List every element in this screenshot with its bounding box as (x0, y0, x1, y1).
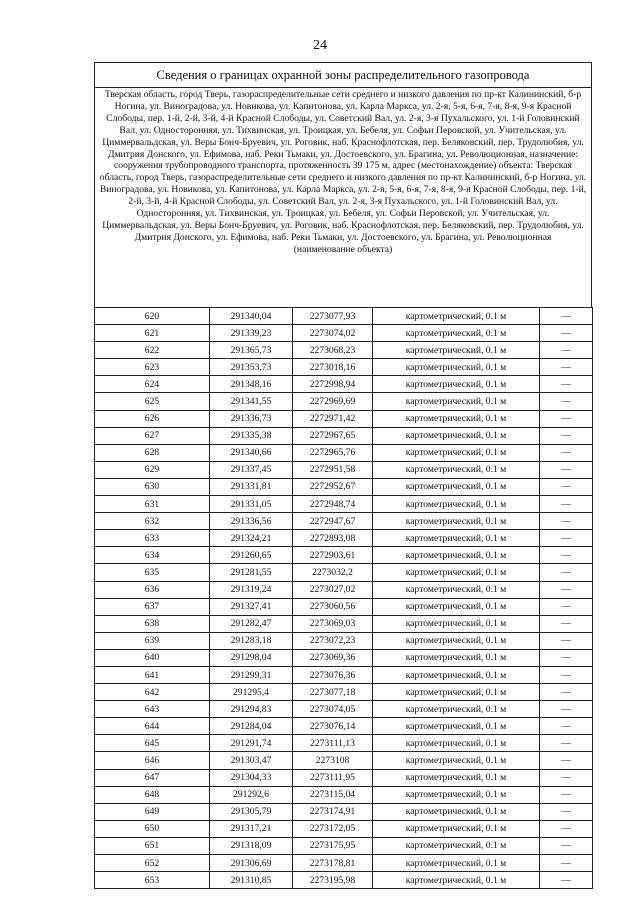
table-row (95, 359, 593, 376)
object-description-caption: (наименование объекта) (293, 243, 393, 255)
point-description-cell: — (540, 478, 593, 495)
method-accuracy-cell: картометрический, 0.1 м (373, 564, 540, 581)
point-number-cell: 646 (95, 752, 210, 769)
y-coordinate-cell: 2272969,69 (293, 393, 373, 410)
method-accuracy-cell: картометрический, 0.1 м (373, 820, 540, 837)
y-coordinate-cell: 2273074,02 (293, 325, 373, 342)
y-coordinate-cell: 2273175,95 (293, 837, 373, 854)
point-description-cell: — (540, 581, 593, 598)
method-accuracy-cell: картометрический, 0.1 м (373, 803, 540, 820)
point-number-cell: 653 (95, 872, 210, 889)
x-coordinate-cell: 291335,38 (210, 427, 293, 444)
table-row (95, 632, 593, 649)
point-description-cell: — (540, 376, 593, 393)
y-coordinate-cell: 2273032,2 (293, 564, 373, 581)
table-row (95, 820, 593, 837)
method-accuracy-cell: картометрический, 0.1 м (373, 872, 540, 889)
table-row (95, 701, 593, 718)
table-row (95, 376, 593, 393)
table-row (95, 342, 593, 359)
point-number-cell: 640 (95, 649, 210, 666)
table-row (95, 410, 593, 427)
table-row (95, 393, 593, 410)
point-description-cell: — (540, 547, 593, 564)
point-number-cell: 644 (95, 718, 210, 735)
point-description-cell: — (540, 684, 593, 701)
point-description-cell: — (540, 872, 593, 889)
table-row (95, 427, 593, 444)
point-description-cell: — (540, 701, 593, 718)
point-number-cell: 633 (95, 530, 210, 547)
point-description-cell: — (540, 718, 593, 735)
y-coordinate-cell: 2272893,08 (293, 530, 373, 547)
point-description-cell: — (540, 837, 593, 854)
table-row (95, 598, 593, 615)
x-coordinate-cell: 291331,81 (210, 478, 293, 495)
point-number-cell: 636 (95, 581, 210, 598)
x-coordinate-cell: 291306,69 (210, 855, 293, 872)
y-coordinate-cell: 2273068,23 (293, 342, 373, 359)
y-coordinate-cell: 2272952,67 (293, 478, 373, 495)
point-number-cell: 627 (95, 427, 210, 444)
method-accuracy-cell: картометрический, 0.1 м (373, 308, 540, 325)
y-coordinate-cell: 2273115,04 (293, 786, 373, 803)
point-description-cell: — (540, 393, 593, 410)
method-accuracy-cell: картометрический, 0.1 м (373, 478, 540, 495)
method-accuracy-cell: картометрический, 0.1 м (373, 376, 540, 393)
table-row (95, 444, 593, 461)
x-coordinate-cell: 291331,05 (210, 496, 293, 513)
point-number-cell: 629 (95, 461, 210, 478)
table-row (95, 803, 593, 820)
method-accuracy-cell: картометрический, 0.1 м (373, 461, 540, 478)
method-accuracy-cell: картометрический, 0.1 м (373, 837, 540, 854)
table-row (95, 308, 593, 325)
point-number-cell: 632 (95, 513, 210, 530)
page-number: 24 (313, 38, 327, 53)
y-coordinate-cell: 2273069,03 (293, 615, 373, 632)
table-row (95, 461, 593, 478)
point-number-cell: 645 (95, 735, 210, 752)
point-description-cell: — (540, 410, 593, 427)
method-accuracy-cell: картометрический, 0.1 м (373, 649, 540, 666)
point-number-cell: 643 (95, 701, 210, 718)
point-number-cell: 628 (95, 444, 210, 461)
x-coordinate-cell: 291282,47 (210, 615, 293, 632)
table-row (95, 769, 593, 786)
x-coordinate-cell: 291353,73 (210, 359, 293, 376)
x-coordinate-cell: 291292,6 (210, 786, 293, 803)
table-row (95, 684, 593, 701)
y-coordinate-cell: 2273069,36 (293, 649, 373, 666)
method-accuracy-cell: картометрический, 0.1 м (373, 496, 540, 513)
point-description-cell: — (540, 461, 593, 478)
x-coordinate-cell: 291260,65 (210, 547, 293, 564)
point-description-cell: — (540, 530, 593, 547)
point-description-cell: — (540, 820, 593, 837)
table-row (95, 581, 593, 598)
y-coordinate-cell: 2273077,18 (293, 684, 373, 701)
method-accuracy-cell: картометрический, 0.1 м (373, 547, 540, 564)
table-row (95, 649, 593, 666)
point-description-cell: — (540, 564, 593, 581)
method-accuracy-cell: картометрический, 0.1 м (373, 325, 540, 342)
y-coordinate-cell: 2273027,02 (293, 581, 373, 598)
y-coordinate-cell: 2272965,76 (293, 444, 373, 461)
point-number-cell: 624 (95, 376, 210, 393)
point-description-cell: — (540, 513, 593, 530)
method-accuracy-cell: картометрический, 0.1 м (373, 701, 540, 718)
method-accuracy-cell: картометрический, 0.1 м (373, 769, 540, 786)
point-description-cell: — (540, 598, 593, 615)
point-number-cell: 652 (95, 855, 210, 872)
x-coordinate-cell: 291339,23 (210, 325, 293, 342)
object-description-text: Тверская область, город Тверь, газораспределительные сети среднего и низкого давления по пр-кт Калининский, б-р Ногина, ул. Виноградова, ул. Новикова, ул. Капитонова, ул. Карла Маркса, ул. 2-я, 5-я, 6-я, 7-я, 8-я, 9-я Красной Слободы, пер. 1-й, 2-й, 3-й, 4-й Красной Слободы, ул. Советский Вал, ул. 2-я, 3-я Пухальского, ул. 1-й Головинский Вал, ул. Односторонняя, ул. Тихвинская, ул. Троицкая, ул. Бебеля, ул. Софьи Перовской, ул. Учительская, ул. Циммервальдская, ул. Веры Бонч-Бруевич, ул. Роговик, наб. Краснофлотская, пер. Беляковский, пер. Трудолюбия, ул. Дмитрия Донского, ул. Ефимова, наб. Реки Тьмаки, ул. Достоевского, ул. Брагина, ул. Революционная, назначение: сооружения трубопроводного транспорта, протяженность 39 175 м, адрес (местонахождение) объекта: Тверская область, город Тверь, газораспределительные сети среднего и низкого давления по пр-кт Калининский, б-р Ногина, ул. Виноградова, ул. Новикова, ул. Капитонова, ул. Карла Маркса, ул. 2-я, 5-я, 6-я, 7-я, 8-я, 9-я Красной Слободы, пер. 1-й, 2-й, 3-й, 4-й Красной Слободы, ул. Советский Вал, ул. 2-я, 3-я Пухальского, ул. 1-й Головинский Вал, ул. Односторонняя, ул. Тихвинская, ул. Троицкая, ул. Бебеля, ул. Софьи Перовской, ул. Учительская, ул. Циммервальдская, ул. Веры Бонч-Бруевич, ул. Роговик, наб. Краснофлотская, пер. Беляковский, пер. Трудолюбия, ул. Дмитрия Донского, ул. Ефимова, наб. Реки Тьмаки, ул. Достоевского, ул. Брагина, ул. Революционная (99, 89, 587, 243)
x-coordinate-cell: 291324,21 (210, 530, 293, 547)
point-number-cell: 631 (95, 496, 210, 513)
x-coordinate-cell: 291299,31 (210, 666, 293, 683)
x-coordinate-cell: 291336,56 (210, 513, 293, 530)
table-row (95, 752, 593, 769)
method-accuracy-cell: картометрический, 0.1 м (373, 359, 540, 376)
method-accuracy-cell: картометрический, 0.1 м (373, 632, 540, 649)
x-coordinate-cell: 291304,33 (210, 769, 293, 786)
x-coordinate-cell: 291305,79 (210, 803, 293, 820)
x-coordinate-cell: 291284,04 (210, 718, 293, 735)
point-description-cell: — (540, 769, 593, 786)
point-description-cell: — (540, 444, 593, 461)
table-row (95, 615, 593, 632)
point-number-cell: 625 (95, 393, 210, 410)
point-description-cell: — (540, 752, 593, 769)
x-coordinate-cell: 291303,47 (210, 752, 293, 769)
x-coordinate-cell: 291318,09 (210, 837, 293, 854)
document-body (94, 62, 592, 889)
point-number-cell: 626 (95, 410, 210, 427)
x-coordinate-cell: 291291,74 (210, 735, 293, 752)
y-coordinate-cell: 2273018,16 (293, 359, 373, 376)
point-description-cell: — (540, 496, 593, 513)
method-accuracy-cell: картометрический, 0.1 м (373, 530, 540, 547)
y-coordinate-cell: 2272951,58 (293, 461, 373, 478)
x-coordinate-cell: 291340,04 (210, 308, 293, 325)
y-coordinate-cell: 2273074,05 (293, 701, 373, 718)
y-coordinate-cell: 2272998,94 (293, 376, 373, 393)
point-number-cell: 634 (95, 547, 210, 564)
point-number-cell: 642 (95, 684, 210, 701)
x-coordinate-cell: 291281,55 (210, 564, 293, 581)
x-coordinate-cell: 291365,73 (210, 342, 293, 359)
point-description-cell: — (540, 342, 593, 359)
point-number-cell: 639 (95, 632, 210, 649)
y-coordinate-cell: 2272971,42 (293, 410, 373, 427)
y-coordinate-cell: 2272903,61 (293, 547, 373, 564)
x-coordinate-cell: 291295,4 (210, 684, 293, 701)
method-accuracy-cell: картометрический, 0.1 м (373, 410, 540, 427)
point-number-cell: 620 (95, 308, 210, 325)
y-coordinate-cell: 2273172,05 (293, 820, 373, 837)
point-description-cell: — (540, 735, 593, 752)
document-title: Сведения о границах охранной зоны распределительного газопровода (94, 62, 592, 88)
table-row (95, 564, 593, 581)
y-coordinate-cell: 2273195,98 (293, 872, 373, 889)
table-row (95, 547, 593, 564)
table-row (95, 325, 593, 342)
point-number-cell: 621 (95, 325, 210, 342)
table-row (95, 530, 593, 547)
x-coordinate-cell: 291298,04 (210, 649, 293, 666)
method-accuracy-cell: картометрический, 0.1 м (373, 598, 540, 615)
coordinates-table-body (95, 308, 593, 889)
y-coordinate-cell: 2273072,23 (293, 632, 373, 649)
point-description-cell: — (540, 855, 593, 872)
method-accuracy-cell: картометрический, 0.1 м (373, 615, 540, 632)
point-description-cell: — (540, 666, 593, 683)
x-coordinate-cell: 291294,83 (210, 701, 293, 718)
x-coordinate-cell: 291319,24 (210, 581, 293, 598)
object-description (94, 88, 592, 307)
x-coordinate-cell: 291348,16 (210, 376, 293, 393)
y-coordinate-cell: 2273060,56 (293, 598, 373, 615)
table-row (95, 837, 593, 854)
point-number-cell: 649 (95, 803, 210, 820)
coordinates-table (94, 307, 593, 889)
point-number-cell: 637 (95, 598, 210, 615)
y-coordinate-cell: 2273108 (293, 752, 373, 769)
point-description-cell: — (540, 325, 593, 342)
y-coordinate-cell: 2273111,95 (293, 769, 373, 786)
point-description-cell: — (540, 649, 593, 666)
table-row (95, 666, 593, 683)
point-description-cell: — (540, 786, 593, 803)
table-row (95, 496, 593, 513)
x-coordinate-cell: 291327,41 (210, 598, 293, 615)
method-accuracy-cell: картометрический, 0.1 м (373, 393, 540, 410)
method-accuracy-cell: картометрический, 0.1 м (373, 786, 540, 803)
y-coordinate-cell: 2273178,81 (293, 855, 373, 872)
point-description-cell: — (540, 632, 593, 649)
point-description-cell: — (540, 359, 593, 376)
table-row (95, 513, 593, 530)
point-number-cell: 635 (95, 564, 210, 581)
point-number-cell: 623 (95, 359, 210, 376)
point-description-cell: — (540, 308, 593, 325)
table-row (95, 735, 593, 752)
y-coordinate-cell: 2273077,93 (293, 308, 373, 325)
method-accuracy-cell: картометрический, 0.1 м (373, 718, 540, 735)
x-coordinate-cell: 291317,21 (210, 820, 293, 837)
method-accuracy-cell: картометрический, 0.1 м (373, 342, 540, 359)
table-row (95, 872, 593, 889)
method-accuracy-cell: картометрический, 0.1 м (373, 752, 540, 769)
table-row (95, 786, 593, 803)
y-coordinate-cell: 2273111,13 (293, 735, 373, 752)
point-description-cell: — (540, 803, 593, 820)
x-coordinate-cell: 291310,85 (210, 872, 293, 889)
y-coordinate-cell: 2272967,65 (293, 427, 373, 444)
method-accuracy-cell: картометрический, 0.1 м (373, 444, 540, 461)
table-row (95, 478, 593, 495)
method-accuracy-cell: картометрический, 0.1 м (373, 855, 540, 872)
method-accuracy-cell: картометрический, 0.1 м (373, 427, 540, 444)
method-accuracy-cell: картометрический, 0.1 м (373, 513, 540, 530)
x-coordinate-cell: 291340,66 (210, 444, 293, 461)
x-coordinate-cell: 291283,18 (210, 632, 293, 649)
table-row (95, 718, 593, 735)
point-number-cell: 651 (95, 837, 210, 854)
x-coordinate-cell: 291341,55 (210, 393, 293, 410)
y-coordinate-cell: 2273076,36 (293, 666, 373, 683)
method-accuracy-cell: картометрический, 0.1 м (373, 684, 540, 701)
point-number-cell: 622 (95, 342, 210, 359)
y-coordinate-cell: 2272947,67 (293, 513, 373, 530)
point-number-cell: 647 (95, 769, 210, 786)
point-number-cell: 650 (95, 820, 210, 837)
point-number-cell: 638 (95, 615, 210, 632)
method-accuracy-cell: картометрический, 0.1 м (373, 581, 540, 598)
point-description-cell: — (540, 427, 593, 444)
method-accuracy-cell: картометрический, 0.1 м (373, 735, 540, 752)
x-coordinate-cell: 291336,73 (210, 410, 293, 427)
point-description-cell: — (540, 615, 593, 632)
y-coordinate-cell: 2273174,91 (293, 803, 373, 820)
y-coordinate-cell: 2272948,74 (293, 496, 373, 513)
method-accuracy-cell: картометрический, 0.1 м (373, 666, 540, 683)
point-number-cell: 648 (95, 786, 210, 803)
point-number-cell: 641 (95, 666, 210, 683)
table-row (95, 855, 593, 872)
y-coordinate-cell: 2273076,14 (293, 718, 373, 735)
x-coordinate-cell: 291337,45 (210, 461, 293, 478)
point-number-cell: 630 (95, 478, 210, 495)
